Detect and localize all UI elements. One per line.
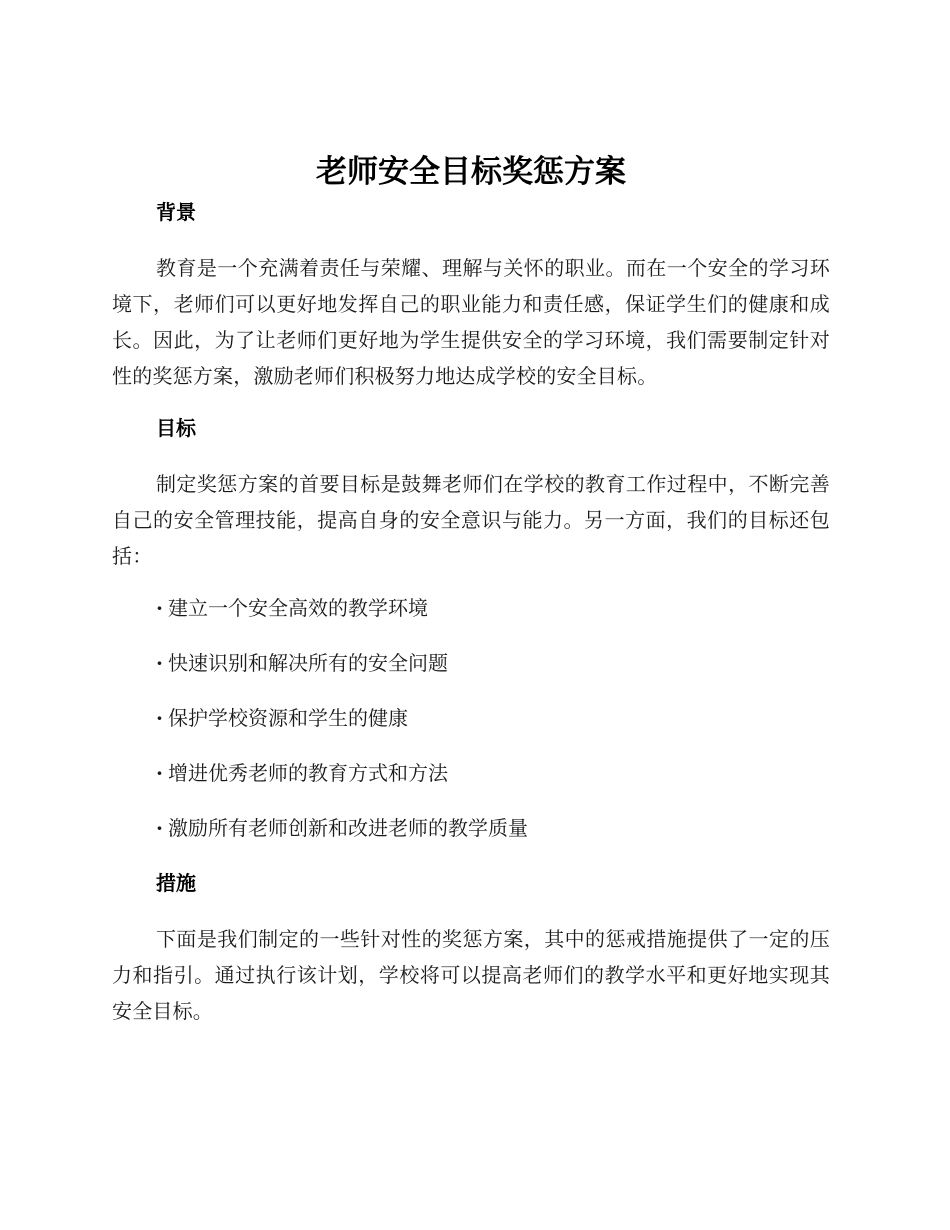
background-paragraph: 教育是一个充满着责任与荣耀、理解与关怀的职业。而在一个安全的学习环境下，老师们可以更好地发挥自己的职业能力和责任感，保证学生们的健康和成长。因此，为了让老师们更好地为学生提供安全的学习环境，我们需要制定针对性的奖惩方案，激励老师们积极努力地达成学校的安全目标。 <box>112 256 830 388</box>
list-item <box>156 704 830 732</box>
list-item-text: 激励所有老师创新和改进老师的教学质量 <box>168 816 528 840</box>
list-item <box>156 759 830 787</box>
measures-paragraph: 下面是我们制定的一些针对性的奖惩方案，其中的惩戒措施提供了一定的压力和指引。通过执行该计划，学校将可以提高老师们的教学水平和更好地实现其安全目标。 <box>112 927 830 1023</box>
list-item-text: 增进优秀老师的教育方式和方法 <box>168 761 448 785</box>
bullet-marker: · <box>156 596 163 620</box>
list-item <box>156 814 830 842</box>
list-item <box>156 594 830 622</box>
list-item-text: 保护学校资源和学生的健康 <box>168 706 408 730</box>
section-heading-goals: 目标 <box>156 416 196 440</box>
bullet-marker: · <box>156 706 163 730</box>
list-item <box>156 649 830 677</box>
section-measures <box>112 869 830 1029</box>
document-page <box>112 150 830 1029</box>
document-title: 老师安全目标奖惩方案 <box>316 154 626 190</box>
goals-bullet-list <box>112 594 830 842</box>
bullet-marker: · <box>156 816 163 840</box>
section-heading-background: 背景 <box>156 200 196 224</box>
section-background <box>112 198 830 394</box>
goals-paragraph: 制定奖惩方案的首要目标是鼓舞老师们在学校的教育工作过程中，不断完善自己的安全管理技能，提高自身的安全意识与能力。另一方面，我们的目标还包括： <box>112 472 830 568</box>
list-item-text: 建立一个安全高效的教学环境 <box>168 596 428 620</box>
section-heading-measures: 措施 <box>156 871 196 895</box>
list-item-text: 快速识别和解决所有的安全问题 <box>168 651 448 675</box>
section-goals <box>112 414 830 842</box>
bullet-marker: · <box>156 651 163 675</box>
bullet-marker: · <box>156 761 163 785</box>
